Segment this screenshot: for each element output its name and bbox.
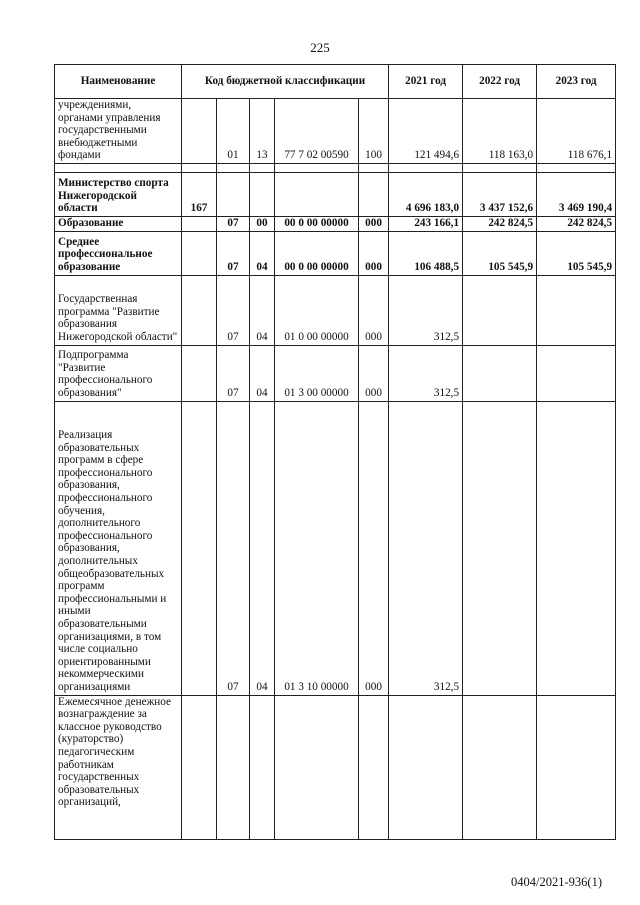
row-vedom <box>182 216 217 231</box>
table-row <box>55 275 616 345</box>
table-row <box>55 695 616 839</box>
row-rz: 07 <box>217 231 250 275</box>
row-2022 <box>463 345 537 401</box>
row-name: учреждениями, органами управления государственными внебюджетными фондами <box>55 99 182 164</box>
row-vedom <box>182 231 217 275</box>
row-2023: 118 676,1 <box>537 99 616 164</box>
row-csr: 01 3 10 00000 <box>275 401 359 695</box>
row-2022: 118 163,0 <box>463 99 537 164</box>
row-2023: 105 545,9 <box>537 231 616 275</box>
row-2022: 105 545,9 <box>463 231 537 275</box>
row-name: Государственная программа "Развитие образования Нижегородской области" <box>55 275 182 345</box>
row-pr: 04 <box>250 401 275 695</box>
row-pr <box>250 172 275 216</box>
document-code: 0404/2021-936(1) <box>511 875 602 889</box>
row-pr: 04 <box>250 345 275 401</box>
row-vr: 000 <box>359 345 389 401</box>
row-2023 <box>537 275 616 345</box>
row-pr: 13 <box>250 99 275 164</box>
row-2023: 3 469 190,4 <box>537 172 616 216</box>
row-vedom <box>182 401 217 695</box>
table-row <box>55 172 616 216</box>
header-code: Код бюджетной классификации <box>182 65 389 99</box>
header-2023: 2023 год <box>537 65 616 99</box>
row-csr <box>275 695 359 839</box>
row-2023 <box>537 695 616 839</box>
page-number: 225 <box>310 40 330 55</box>
table-row <box>55 99 616 164</box>
row-name: Ежемесячное денежное вознаграждение за классное руководство (кураторство) педагогическим работникам государственных образовательных организаций, <box>55 695 182 839</box>
row-vedom <box>182 275 217 345</box>
row-vedom: 167 <box>182 172 217 216</box>
row-vr <box>359 172 389 216</box>
row-vr <box>359 695 389 839</box>
row-pr <box>250 695 275 839</box>
header-2022: 2022 год <box>463 65 537 99</box>
row-pr: 04 <box>250 231 275 275</box>
row-2021: 243 166,1 <box>389 216 463 231</box>
table-row <box>55 216 616 231</box>
row-2021 <box>389 695 463 839</box>
row-name: Реализация образовательных программ в сфере профессионального образования, профессионального обучения, дополнительного профессионального образования, дополнительных общеобразовательных программ профессиональными и иными образовательными организациями, в том числе социально ориентированными некоммерческими организациями <box>55 401 182 695</box>
row-name: Образование <box>55 216 182 231</box>
row-csr: 01 3 00 00000 <box>275 345 359 401</box>
row-rz: 01 <box>217 99 250 164</box>
separator-row <box>55 163 616 172</box>
row-rz <box>217 172 250 216</box>
header-name: Наименование <box>55 65 182 99</box>
row-2021: 4 696 183,0 <box>389 172 463 216</box>
row-2021: 312,5 <box>389 275 463 345</box>
row-2022 <box>463 275 537 345</box>
row-vedom <box>182 99 217 164</box>
row-csr: 77 7 02 00590 <box>275 99 359 164</box>
row-2021: 106 488,5 <box>389 231 463 275</box>
row-vr: 100 <box>359 99 389 164</box>
budget-table <box>54 64 616 840</box>
row-csr: 00 0 00 00000 <box>275 216 359 231</box>
row-2023: 242 824,5 <box>537 216 616 231</box>
row-2023 <box>537 345 616 401</box>
row-rz: 07 <box>217 345 250 401</box>
row-name: Среднее профессиональное образование <box>55 231 182 275</box>
table-header-row <box>55 65 616 99</box>
row-vr: 000 <box>359 231 389 275</box>
row-name: Подпрограмма "Развитие профессионального образования" <box>55 345 182 401</box>
row-2022 <box>463 695 537 839</box>
table-row <box>55 401 616 695</box>
row-2021: 312,5 <box>389 345 463 401</box>
row-pr: 04 <box>250 275 275 345</box>
row-2021: 312,5 <box>389 401 463 695</box>
row-rz: 07 <box>217 401 250 695</box>
row-2022 <box>463 401 537 695</box>
row-rz: 07 <box>217 275 250 345</box>
row-2022: 242 824,5 <box>463 216 537 231</box>
row-csr <box>275 172 359 216</box>
row-csr: 01 0 00 00000 <box>275 275 359 345</box>
row-2021: 121 494,6 <box>389 99 463 164</box>
row-pr: 00 <box>250 216 275 231</box>
row-2022: 3 437 152,6 <box>463 172 537 216</box>
table-row <box>55 231 616 275</box>
row-vedom <box>182 345 217 401</box>
row-vedom <box>182 695 217 839</box>
row-rz: 07 <box>217 216 250 231</box>
header-2021: 2021 год <box>389 65 463 99</box>
row-vr: 000 <box>359 401 389 695</box>
row-name: Министерство спорта Нижегородской области <box>55 172 182 216</box>
row-rz <box>217 695 250 839</box>
row-2023 <box>537 401 616 695</box>
row-vr: 000 <box>359 216 389 231</box>
table-row <box>55 345 616 401</box>
row-csr: 00 0 00 00000 <box>275 231 359 275</box>
row-vr: 000 <box>359 275 389 345</box>
